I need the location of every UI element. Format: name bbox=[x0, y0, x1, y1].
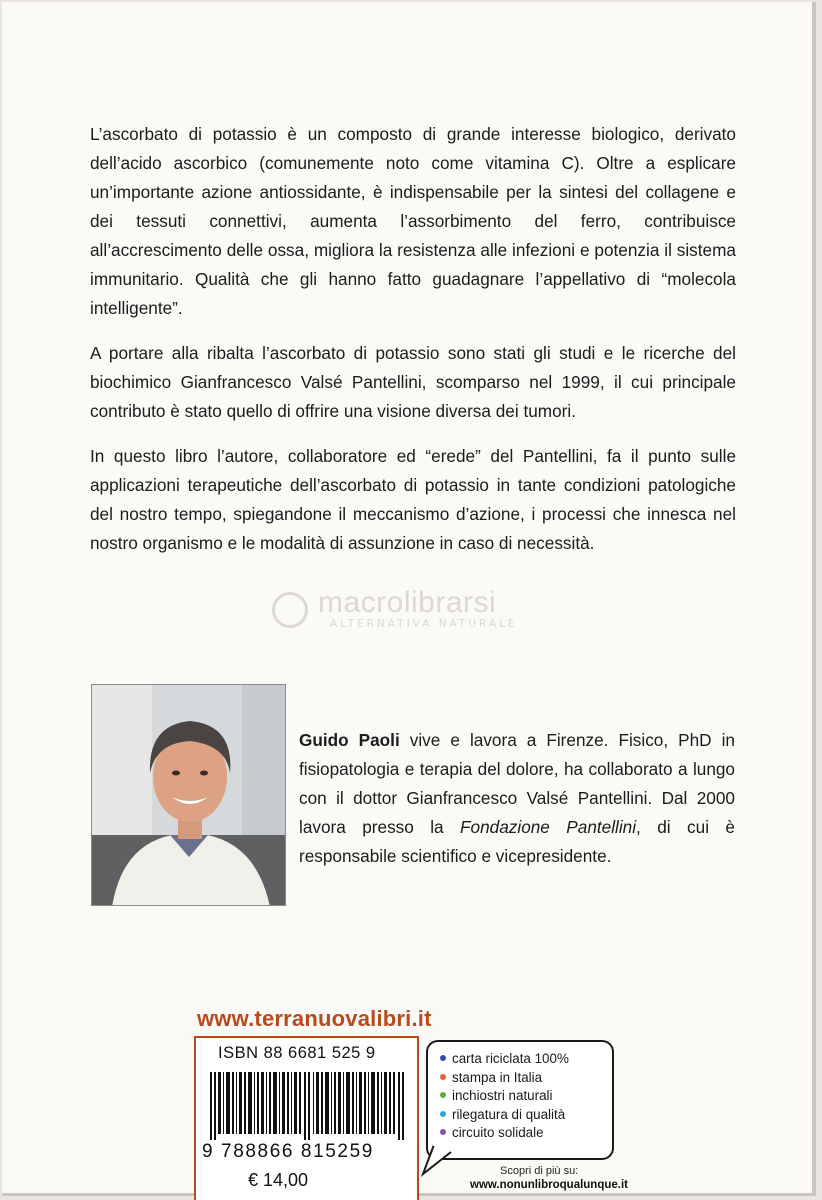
eco-features-list bbox=[428, 1042, 612, 1143]
eco-feature-label: inchiostri naturali bbox=[452, 1088, 553, 1103]
watermark bbox=[272, 584, 602, 634]
isbn-label: ISBN 88 6681 525 9 bbox=[218, 1044, 376, 1062]
bullet-dot-icon bbox=[440, 1055, 446, 1061]
watermark-tagline: ALTERNATIVA NATURALE bbox=[330, 618, 518, 630]
publisher-website: www.terranuovalibri.it bbox=[197, 1006, 432, 1031]
eco-feature-label: circuito solidale bbox=[452, 1125, 544, 1140]
speech-bubble-tail-icon bbox=[421, 1142, 461, 1178]
price: € 14,00 bbox=[248, 1170, 309, 1190]
author-bio-part1: vive e lavora a Firenze. Fisico, PhD in fisiopatologia e terapia del dolore, ha collaborato a lungo con il dottor Gianfrancesco Valsé Pantellini. Dal 2000 lavora presso la bbox=[299, 730, 735, 837]
blurb-text bbox=[90, 120, 736, 574]
eco-feature-item bbox=[440, 1069, 612, 1088]
more-info-label: Scopri di più su: bbox=[500, 1165, 579, 1177]
author-bio bbox=[299, 726, 735, 871]
eco-feature-label: carta riciclata 100% bbox=[452, 1051, 569, 1066]
eco-feature-label: stampa in Italia bbox=[452, 1069, 543, 1085]
author-foundation: Fondazione Pantellini bbox=[460, 817, 637, 837]
bullet-dot-icon bbox=[440, 1092, 446, 1098]
bullet-dot-icon bbox=[440, 1111, 446, 1117]
blurb-paragraph-1: L’ascorbato di potassio è un composto di grande interesse biologico, derivato dell’acido ascorbico (comunemente noto come vitamina C). Oltre a esplicare un’importante azione antiossidante, è indispensabile per la sintesi del collagene e dei tessuti connettivi, aumenta l’assorbimento del ferro, contribuisce all’accrescimento delle ossa, migliora la resistenza alle infezioni e potenzia il sistema immunitario. Qualità che gli hanno fatto guadagnare l’appellativo di “molecola intelligente”. bbox=[90, 124, 736, 318]
author-photo bbox=[91, 684, 286, 906]
watermark-logo-icon bbox=[272, 592, 308, 628]
book-back-cover bbox=[2, 2, 816, 1196]
barcode-icon bbox=[210, 1072, 408, 1140]
author-portrait-icon bbox=[92, 685, 286, 906]
eco-feature-item bbox=[440, 1087, 612, 1106]
eco-feature-item bbox=[440, 1124, 612, 1143]
barcode-box bbox=[194, 1036, 419, 1200]
blurb-paragraph-2: A portare alla ribalta l’ascorbato di potassio sono stati gli studi e le ricerche del biochimico Gianfrancesco Valsé Pantellini, scomparso nel 1999, il cui principale contributo è stato quello di offrire una visione diversa dei tumori. bbox=[90, 343, 736, 421]
eco-feature-item bbox=[440, 1106, 612, 1125]
eco-feature-label: rilegatura di qualità bbox=[452, 1106, 566, 1122]
more-info-url: www.nonunlibroqualunque.it bbox=[470, 1179, 628, 1191]
blurb-paragraph-3: In questo libro l’autore, collaboratore ed “erede” del Pantellini, fa il punto sulle applicazioni terapeutiche dell’ascorbato di potassio in tante condizioni patologiche del nostro tempo, spiegandone il meccanismo d’azione, i processi che innesca nel nostro organismo e le modalità di assunzione in caso di necessità. bbox=[90, 446, 736, 553]
bullet-dot-icon bbox=[440, 1129, 446, 1135]
bullet-dot-icon bbox=[440, 1074, 446, 1080]
author-bio-part2: , di cui è responsabile scientifico e vicepresidente. bbox=[299, 817, 735, 866]
author-name: Guido Paoli bbox=[299, 730, 400, 750]
watermark-name: macrolibrarsi bbox=[318, 586, 497, 619]
ean-number: 9 788866 815259 bbox=[202, 1141, 374, 1162]
eco-feature-item bbox=[440, 1050, 612, 1069]
